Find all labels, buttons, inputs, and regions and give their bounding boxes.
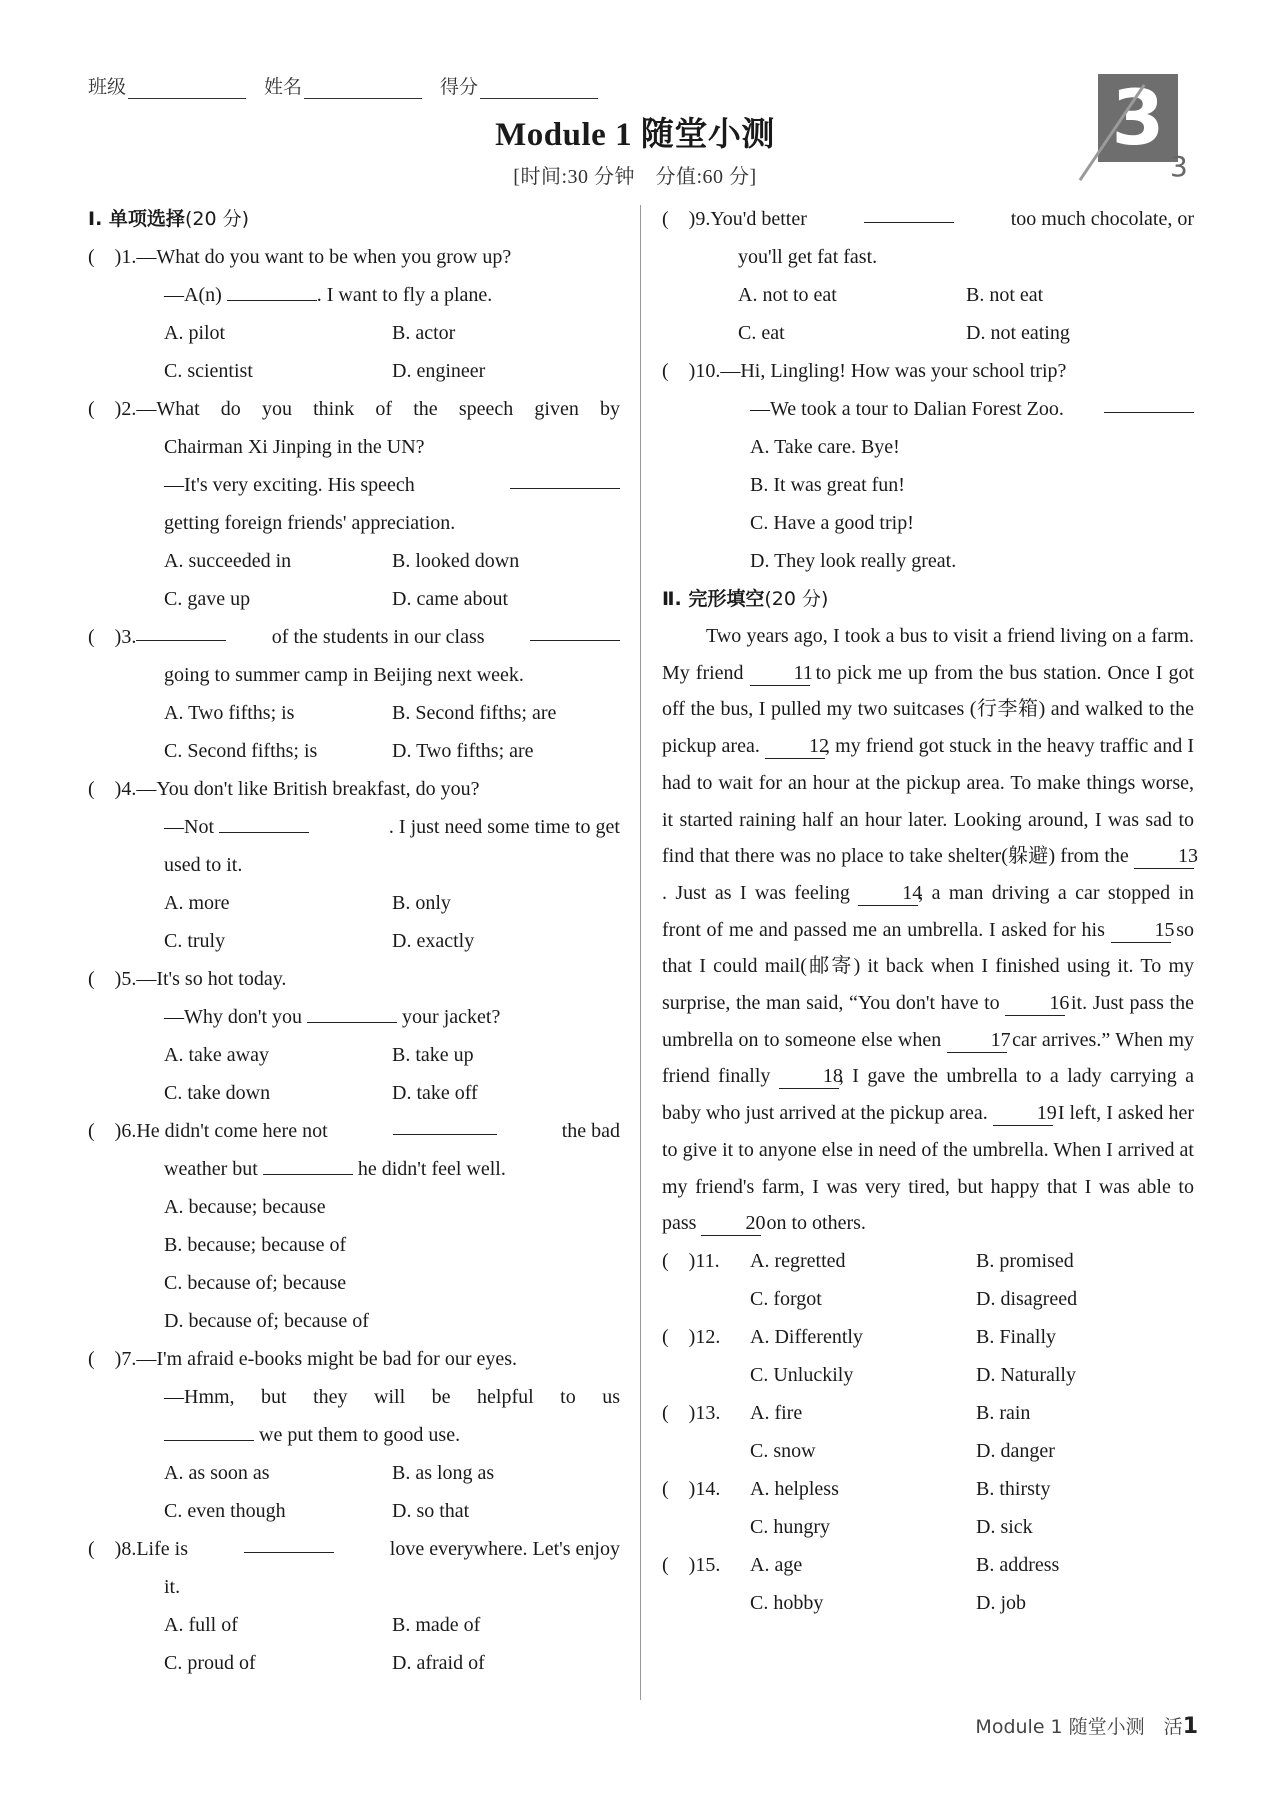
q1-option-b[interactable]: B. actor [392,322,456,344]
q15-option-c[interactable]: C. hobby [750,1591,824,1614]
q1-option-a[interactable]: A. pilot [164,322,226,344]
q9-stem-b: too much chocolate, or [1010,208,1194,230]
q8-blank[interactable] [244,1530,334,1553]
q4-blank[interactable] [219,810,309,833]
q2-stem-cont: Chairman Xi Jinping in the UN? [164,436,425,458]
q15-number[interactable]: ( )15. [662,1553,721,1576]
q5-stem: —It's so hot today. [136,968,287,990]
passage-text-4: . Just as I was feeling [662,881,850,904]
q10-stem: —Hi, Lingling! How was your school trip? [720,360,1067,382]
cloze-blank-19[interactable]: 19 [993,1101,1053,1126]
q2-stem-2a: —It's very exciting. His speech [164,474,415,496]
q10-number[interactable]: ( )10. [662,360,721,382]
class-label: 班级 [88,76,127,98]
q9-option-b[interactable]: B. not eat [966,284,1044,306]
q14-option-c[interactable]: C. hungry [750,1515,830,1538]
class-line [128,78,246,99]
score-field[interactable] [440,72,598,99]
q4-option-b[interactable]: B. only [392,892,451,914]
q11-option-c[interactable]: C. forgot [750,1287,822,1310]
q7-number[interactable]: ( )7. [88,1348,137,1370]
q3-number[interactable]: ( )3. [88,626,137,648]
question-12 [662,1318,1194,1394]
question-13 [662,1394,1194,1470]
q6-option-b[interactable]: B. because; because of [164,1234,347,1256]
badge-number: 3 [1098,74,1178,162]
q5-stem-2b: your jacket? [402,1006,501,1028]
score-line [480,78,598,99]
question-14 [662,1470,1194,1546]
q5-stem-2a: —Why don't you [164,1006,303,1028]
question-9 [662,200,1194,352]
q7-option-b[interactable]: B. as long as [392,1462,495,1484]
q14-number[interactable]: ( )14. [662,1477,721,1500]
q10-option-b[interactable]: B. It was great fun! [750,474,905,496]
q1-stem-2b: . I want to fly a plane. [316,284,493,306]
section-1-heading [88,200,620,238]
q3-stem-a: of the students in our class [271,626,485,648]
q6-blank-2[interactable] [263,1152,353,1175]
q8-option-d[interactable]: D. afraid of [392,1652,485,1674]
q8-stem-a: Life is [136,1538,188,1560]
q5-option-c[interactable]: C. take down [164,1082,271,1104]
q9-option-d[interactable]: D. not eating [966,322,1070,344]
q11-option-a[interactable]: A. regretted [750,1249,846,1272]
footer-text: Module 1 随堂小测 活 [975,1716,1183,1738]
question-6 [88,1112,620,1340]
q10-option-d[interactable]: D. They look really great. [750,550,957,572]
q2-stem: —What do you think of the speech given by [136,398,620,420]
passage-text-5: , a man driving a car stopped in front of me and passed me an umbrella. I asked for his [662,881,1195,941]
q12-number[interactable]: ( )12. [662,1325,721,1348]
q1-blank[interactable] [227,278,317,301]
q2-option-a[interactable]: A. succeeded in [164,550,292,572]
section-1-points: (20 分) [184,208,249,230]
q13-number[interactable]: ( )13. [662,1401,721,1424]
name-field[interactable] [264,72,422,99]
q2-option-b[interactable]: B. looked down [392,550,520,572]
q9-stem-a: You'd better [710,208,807,230]
badge-small-number: 3 [1170,150,1188,183]
cloze-blank-12[interactable]: 12 [765,734,825,759]
passage-text-11: on to others. [766,1212,866,1235]
q8-number[interactable]: ( )8. [88,1538,137,1560]
q15-option-d[interactable]: D. job [976,1591,1026,1614]
q3-option-b[interactable]: B. Second fifths; are [392,702,557,724]
q7-stem-2: —Hmm, but they will be helpful to us [164,1386,620,1408]
q4-stem-2b: . I just need some time to get [388,816,620,838]
q7-option-a[interactable]: A. as soon as [164,1462,270,1484]
question-5 [88,960,620,1112]
q6-option-d[interactable]: D. because of; because of [164,1310,369,1332]
q4-stem-cont: used to it. [164,854,243,876]
cloze-blank-11[interactable]: 11 [750,661,810,686]
q15-option-b[interactable]: B. address [976,1553,1060,1576]
q9-option-c[interactable]: C. eat [738,322,785,344]
page-title: Module 1 随堂小测 [495,117,775,153]
page-number: 1 [1182,1714,1198,1739]
cloze-blank-15[interactable]: 15 [1111,918,1171,943]
section-2-points: (20 分) [764,588,829,610]
q6-number[interactable]: ( )6. [88,1120,137,1142]
cloze-passage [662,618,1199,1242]
right-column [662,200,1199,1622]
q12-option-d[interactable]: D. Naturally [976,1363,1076,1386]
section-1-roman: Ⅰ. [88,208,103,230]
passage-text-3: , my friend got stuck in the heavy traffic and I had to wait for an hour at the pickup area. To make things worse, it started raining half an hour later. Looking around, I was sad to find that there was no place to take shelter(躲避) from the [662,735,1194,868]
q6-stem-a: He didn't come here not [136,1120,328,1142]
cloze-blank-14[interactable]: 14 [858,881,918,906]
q2-stem-2b: getting foreign friends' appreciation. [164,512,456,534]
q7-stem-3b: we put them to good use. [259,1424,461,1446]
q4-stem-2a: —Not [164,816,214,838]
q12-option-b[interactable]: B. Finally [976,1325,1057,1348]
q12-option-c[interactable]: C. Unluckily [750,1363,854,1386]
q4-stem: —You don't like British breakfast, do you? [136,778,480,800]
q3-option-a[interactable]: A. Two fifths; is [164,702,295,724]
q8-stem-b: love everywhere. Let's enjoy [389,1538,620,1560]
section-2-title: 完形填空 [688,588,765,610]
q9-number[interactable]: ( )9. [662,208,711,230]
q6-option-c[interactable]: C. because of; because [164,1272,347,1294]
q4-option-a[interactable]: A. more [164,892,230,914]
q5-blank[interactable] [307,1000,397,1023]
q7-stem: —I'm afraid e-books might be bad for our eyes. [136,1348,518,1370]
class-field[interactable] [88,72,246,99]
q5-option-b[interactable]: B. take up [392,1044,474,1066]
q1-stem-2a: —A(n) [164,284,222,306]
question-7 [88,1340,620,1530]
question-2 [88,390,620,618]
section-2-heading [662,580,1194,618]
q2-blank[interactable] [510,466,620,489]
page-subtitle: [时间:30 分钟 分值:60 分] [513,166,757,188]
q11-number[interactable]: ( )11. [662,1249,720,1272]
q1-number[interactable]: ( )1. [88,246,137,268]
q1-option-d[interactable]: D. engineer [392,360,486,382]
q1-stem: —What do you want to be when you grow up? [136,246,512,268]
q1-option-c[interactable]: C. scientist [164,360,253,382]
cloze-blank-18[interactable]: 18 [779,1064,839,1089]
column-divider [640,205,641,1700]
q3-option-c[interactable]: C. Second fifths; is [164,740,318,762]
q9-stem-cont: you'll get fat fast. [738,246,878,268]
q13-option-d[interactable]: D. danger [976,1439,1055,1462]
q15-option-a[interactable]: A. age [750,1553,803,1576]
question-11 [662,1242,1194,1318]
q3-option-d[interactable]: D. Two fifths; are [392,740,534,762]
q13-option-b[interactable]: B. rain [976,1401,1031,1424]
q12-option-a[interactable]: A. Differently [750,1325,863,1348]
q2-number[interactable]: ( )2. [88,398,137,420]
q8-stem-cont: it. [164,1576,181,1598]
name-line [304,78,422,99]
q4-number[interactable]: ( )4. [88,778,137,800]
q6-stem-b: the bad [561,1120,620,1142]
passage-text-7: it. Just pass the umbrella on to someone else when [662,992,1194,1051]
passage-text-8: car arrives.” When my friend finally [662,1028,1195,1088]
passage-text-10: I left, I asked her to give it to anyone else in need of the umbrella. When I arrived at my friend's farm, I was very tired, but happy that I was able to pass [662,1102,1195,1235]
cloze-blank-17[interactable]: 17 [947,1028,1007,1053]
q5-option-a[interactable]: A. take away [164,1044,269,1066]
q14-option-b[interactable]: B. thirsty [976,1477,1051,1500]
q14-option-d[interactable]: D. sick [976,1515,1033,1538]
passage-text-2: to pick me up from the bus station. Once I got off the bus, I pulled my two suitcases (行李箱) and walked to the pickup area. [662,661,1194,758]
q10-option-c[interactable]: C. Have a good trip! [750,512,914,534]
score-label: 得分 [440,76,479,98]
q9-blank[interactable] [864,200,954,223]
left-column [88,200,620,1682]
q6-stem-2b: he didn't feel well. [357,1158,506,1180]
cloze-blank-13[interactable]: 13 [1134,844,1194,869]
question-3 [88,618,620,770]
q10-blank[interactable] [1104,390,1194,413]
q10-option-a[interactable]: A. Take care. Bye! [750,436,900,458]
q11-option-b[interactable]: B. promised [976,1249,1074,1272]
question-1 [88,238,620,390]
q7-option-d[interactable]: D. so that [392,1500,470,1522]
q11-option-d[interactable]: D. disagreed [976,1287,1078,1310]
q3-blank-2[interactable] [530,618,620,641]
q7-option-c[interactable]: C. even though [164,1500,286,1522]
q6-option-a[interactable]: A. because; because [164,1196,326,1218]
name-label: 姓名 [264,76,303,98]
q13-option-c[interactable]: C. snow [750,1439,816,1462]
student-info-fields [88,72,598,99]
q4-option-d[interactable]: D. exactly [392,930,475,952]
q2-option-d[interactable]: D. came about [392,588,509,610]
passage-text-1: Two years ago, I took a bus to visit a friend living on a farm. My friend [662,625,1194,684]
q14-option-a[interactable]: A. helpless [750,1477,839,1500]
q5-number[interactable]: ( )5. [88,968,137,990]
section-2-roman: Ⅱ. [662,588,682,610]
q10-stem-2a: —We took a tour to Dalian Forest Zoo. [750,398,1064,420]
q7-blank[interactable] [164,1418,254,1441]
q13-option-a[interactable]: A. fire [750,1401,803,1424]
q5-option-d[interactable]: D. take off [392,1082,478,1104]
question-15 [662,1546,1194,1622]
passage-text-6: so that I could mail(邮寄) it back when I finished using it. To my surprise, the man said, “You don't have to [662,918,1195,1015]
q6-stem-2a: weather but [164,1158,258,1180]
q8-option-b[interactable]: B. made of [392,1614,481,1636]
q6-blank-1[interactable] [393,1112,497,1135]
q2-option-c[interactable]: C. gave up [164,588,251,610]
q8-option-c[interactable]: C. proud of [164,1652,256,1674]
q3-blank-1[interactable] [136,618,226,641]
question-4 [88,770,620,960]
q8-option-a[interactable]: A. full of [164,1614,238,1636]
section-1-title: 单项选择 [108,208,185,230]
q3-stem-cont: going to summer camp in Beijing next week. [164,664,524,686]
q4-option-c[interactable]: C. truly [164,930,226,952]
page-footer [975,1712,1198,1739]
q9-option-a[interactable]: A. not to eat [738,284,837,306]
question-8 [88,1530,620,1682]
unit-badge [1098,74,1198,190]
question-10 [662,352,1194,580]
cloze-blank-20[interactable]: 20 [701,1211,761,1236]
cloze-blank-16[interactable]: 16 [1005,991,1065,1016]
passage-text-9: , I gave the umbrella to a lady carrying a baby who just arrived at the pickup area. [662,1065,1194,1125]
